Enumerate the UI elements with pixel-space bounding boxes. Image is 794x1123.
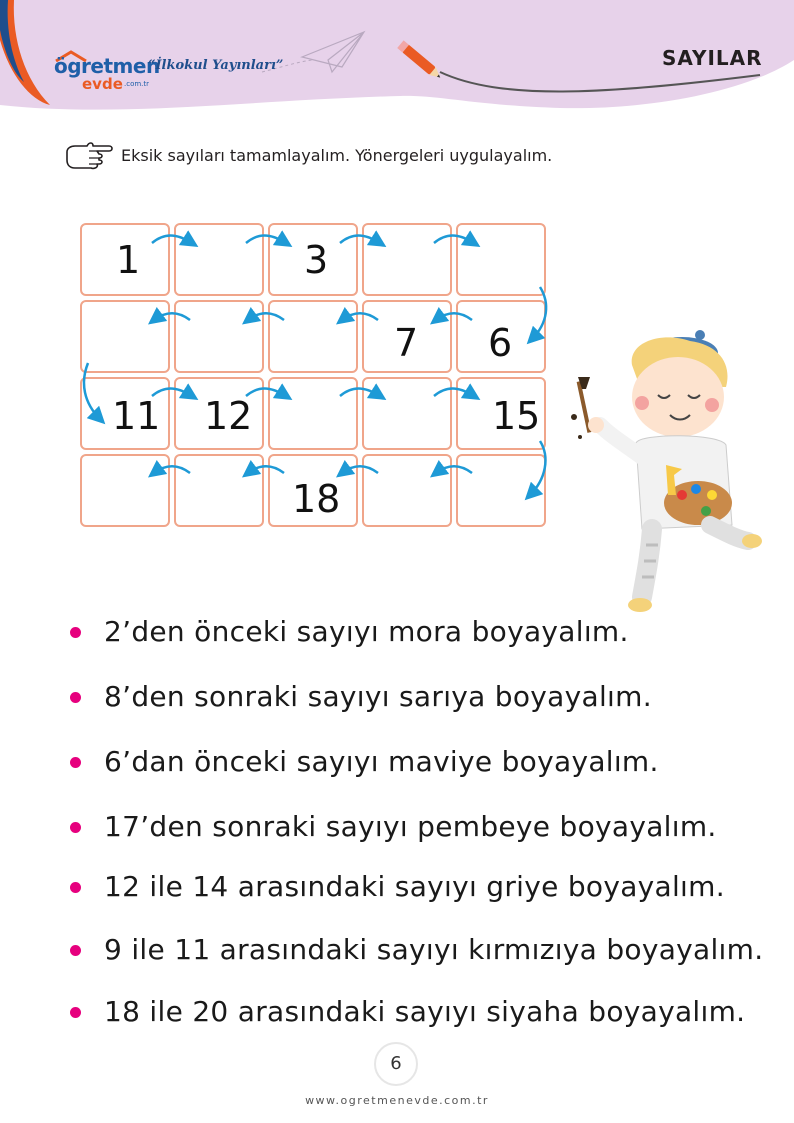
list-item-text: 17’den sonraki sayıyı pembeye boyayalım.: [104, 810, 717, 843]
bullet-icon: [70, 692, 81, 703]
grid-cell-r3-c4[interactable]: [362, 377, 452, 450]
grid-cell-r2-c4[interactable]: [362, 300, 452, 373]
grid-cell-r2-c3[interactable]: [268, 300, 358, 373]
grid-cell-r1-c2[interactable]: [174, 223, 264, 296]
cell-number: 12: [204, 394, 253, 438]
bullet-icon: [70, 945, 81, 956]
grid-cell-r4-c5[interactable]: [456, 454, 546, 527]
logo-domain: .com.tr: [124, 80, 150, 88]
grid-cell-r1-c3[interactable]: [268, 223, 358, 296]
grid-cell-r4-c1[interactable]: [80, 454, 170, 527]
grid-cell-r3-c5[interactable]: [456, 377, 546, 450]
list-item-text: 18 ile 20 arasındaki sayıyı siyaha boyayalım.: [104, 995, 746, 1028]
list-item-text: 2’den önceki sayıyı mora boyayalım.: [104, 615, 629, 648]
grid-cell-r1-c5[interactable]: [456, 223, 546, 296]
publisher-name: “İlkokul Yayınları”: [148, 58, 284, 73]
list-item-text: 6’dan önceki sayıyı maviye boyayalım.: [104, 745, 659, 778]
grid-cell-r3-c1[interactable]: [80, 377, 170, 450]
cell-number: 7: [394, 321, 419, 365]
grid-cell-r3-c2[interactable]: [174, 377, 264, 450]
cell-number: 18: [292, 477, 341, 521]
instruction-text: Eksik sayıları tamamlayalım. Yönergeleri uygulayalım.: [121, 146, 553, 165]
list-item: [70, 745, 770, 785]
logo-text-bottom: evde: [82, 75, 123, 93]
page-number: 6: [374, 1042, 418, 1086]
grid-cell-r4-c4[interactable]: [362, 454, 452, 527]
bullet-icon: [70, 882, 81, 893]
grid-cell-r1-c4[interactable]: [362, 223, 452, 296]
instruction-line: [63, 138, 683, 172]
grid-cell-r4-c3[interactable]: [268, 454, 358, 527]
brand-logo[interactable]: [54, 50, 164, 96]
grid-cell-r1-c1[interactable]: [80, 223, 170, 296]
grid-cell-r4-c2[interactable]: [174, 454, 264, 527]
cell-number: 6: [488, 321, 513, 365]
list-item: [70, 615, 770, 655]
list-item-text: 12 ile 14 arasındaki sayıyı griye boyayalım.: [104, 870, 725, 903]
painter-boy-illustration: [570, 325, 770, 615]
bullet-icon: [70, 1007, 81, 1018]
footer-url[interactable]: www.ogretmenevde.com.tr: [305, 1094, 489, 1107]
grid-cell-r2-c5[interactable]: [456, 300, 546, 373]
list-item: [70, 933, 770, 973]
bullet-icon: [70, 757, 81, 768]
cell-number: 1: [116, 238, 141, 282]
list-item: [70, 810, 770, 850]
cell-number: 11: [112, 394, 161, 438]
page-header: [0, 0, 794, 130]
list-item: [70, 870, 770, 910]
cell-number: 15: [492, 394, 541, 438]
cell-number: 3: [304, 238, 329, 282]
number-grid: [80, 223, 550, 529]
pointing-hand-icon: [63, 138, 115, 172]
bullet-icon: [70, 822, 81, 833]
list-item: [70, 680, 770, 720]
grid-cell-r2-c1[interactable]: [80, 300, 170, 373]
list-item-text: 8’den sonraki sayıyı sarıya boyayalım.: [104, 680, 652, 713]
bullet-icon: [70, 627, 81, 638]
grid-cell-r2-c2[interactable]: [174, 300, 264, 373]
logo-text-top: ögretmen: [54, 54, 160, 78]
list-item: [70, 995, 770, 1035]
grid-cell-r3-c3[interactable]: [268, 377, 358, 450]
list-item-text: 9 ile 11 arasındaki sayıyı kırmızıya boyayalım.: [104, 933, 764, 966]
section-title: SAYILAR: [662, 46, 763, 70]
